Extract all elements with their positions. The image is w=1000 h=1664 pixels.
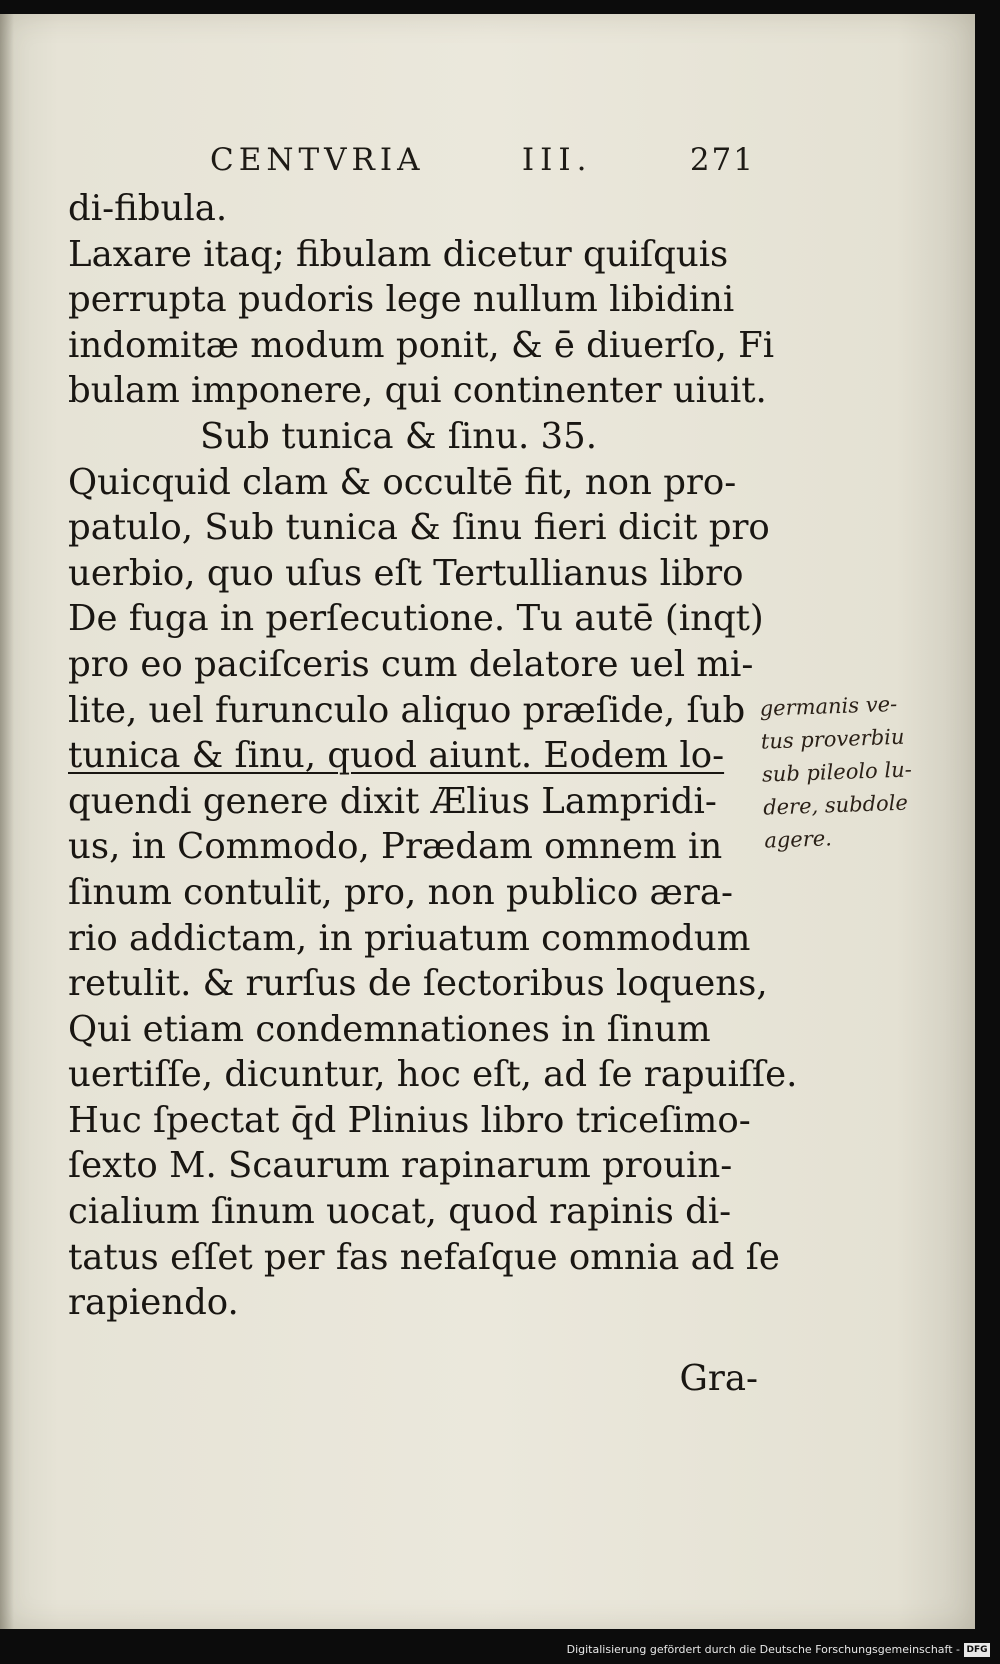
text-line: perrupta pudoris lege nullum libidini	[68, 279, 735, 321]
book-page	[0, 14, 975, 1629]
text-line: lite, uel furunculo aliquo præſide, ſub	[68, 689, 746, 731]
text-line: ſexto M. Scaurum rapinarum prouin-	[68, 1145, 733, 1187]
text-line: pro eo paciſceris cum delatore uel mi-	[68, 643, 754, 685]
underlined-text-line: tunica & ſinu, quod aiunt. Eodem lo-	[68, 735, 725, 777]
footer-credit: Digitalisierung gefördert durch die Deutsche Forschungsgemeinschaft -	[566, 1643, 960, 1656]
text-line: rapiendo.	[68, 1282, 239, 1324]
marginalia-line: sub pileolo lu-	[761, 757, 913, 787]
page-number: 271	[689, 142, 755, 178]
running-section: III.	[521, 142, 593, 178]
text-line: ſinum contulit, pro, non publico æra-	[68, 871, 734, 913]
text-line: indomitæ modum ponit, & ē diuerſo, Fi	[68, 324, 775, 366]
text-line: Quicquid clam & occultē fit, non pro-	[68, 461, 737, 503]
section-heading: Sub tunica & ſinu. 35.	[200, 415, 598, 457]
footer-bar	[0, 1634, 1000, 1664]
text-line: cialium ſinum uocat, quod rapinis di-	[68, 1191, 732, 1233]
text-line: patulo, Sub tunica & ſinu fieri dicit pro	[68, 507, 770, 549]
running-header	[210, 142, 755, 178]
text-line: us, in Commodo, Prædam omnem in	[68, 826, 723, 868]
text-line: tatus eſſet per fas nefaſque omnia ad ſe	[68, 1236, 780, 1278]
running-title: CENTVRIA	[210, 142, 425, 178]
handwritten-marginalia	[759, 685, 975, 857]
spine-shadow	[0, 14, 14, 1629]
text-line: di-fibula.	[68, 188, 228, 229]
marginalia-line: tus proverbiu	[760, 724, 905, 754]
text-line: De fuga in perſecutione. Tu autē (inqt)	[68, 598, 764, 640]
catchword: Gra-	[679, 1357, 758, 1399]
text-line: retulit. & rurſus de ſectoribus loquens,	[68, 963, 768, 1005]
marginalia-line: dere, subdole	[762, 790, 909, 820]
text-line: Qui etiam condemnationes in ſinum	[68, 1008, 711, 1050]
text-line: rio addictam, in priuatum commodum	[68, 917, 751, 959]
text-line: Laxare itaq; fibulam dicetur quiſquis	[68, 233, 729, 275]
marginalia-line: agere.	[763, 826, 833, 853]
text-line: uertiſſe, dicuntur, hoc eſt, ad ſe rapuiſſe.	[68, 1054, 798, 1096]
text-line: Huc ſpectat q̄d Plinius libro triceſimo-	[68, 1099, 751, 1141]
marginalia-line: germanis ve-	[759, 691, 898, 721]
dfg-logo: DFG	[964, 1643, 990, 1657]
text-line: bulam imponere, qui continenter uiuit.	[68, 370, 767, 412]
text-line: uerbio, quo uſus eſt Tertullianus libro	[68, 552, 744, 594]
text-line: quendi genere dixit Ælius Lampridi-	[68, 780, 717, 822]
